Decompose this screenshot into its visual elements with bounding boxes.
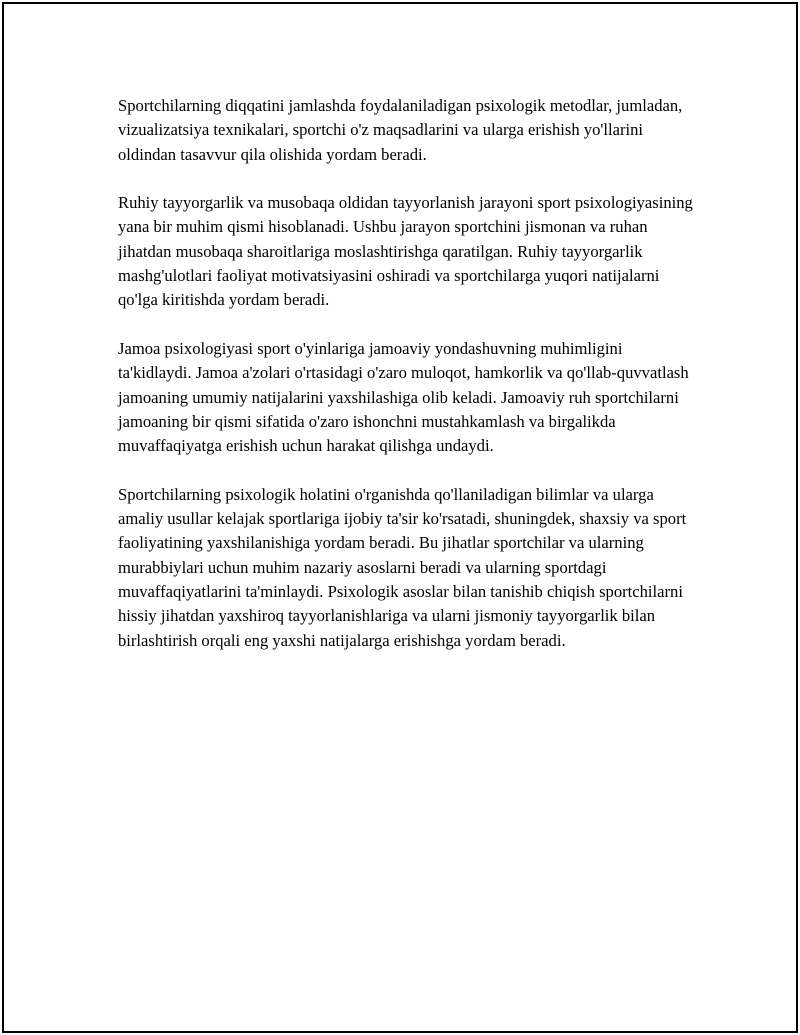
paragraph-4: Sportchilarning psixologik holatini o'rganishda qo'llaniladigan bilimlar va ularga amaliy usullar kelajak sportlariga ijobiy ta'sir ko'rsatadi, shuningdek, shaxsiy va sport faoliyatining yaxshilanishiga yordam beradi. Bu jihatlar sportchilar va ularning murabbiylari uchun muhim nazariy asoslarni beradi va ularning sportdagi muvaffaqiyatlarini ta'minlaydi. Psixologik asoslar bilan tanishib chiqish sportchilarni hissiy jihatdan yaxshiroq tayyorlanishlariga va ularni jismoniy tayyorgarlik bilan birlashtirish orqali eng yaxshi natijalarga erishishga yordam beradi. — [118, 484, 687, 650]
paragraph-1: Sportchilarning diqqatini jamlashda foydalaniladigan psixologik metodlar, jumladan, vizualizatsiya texnikalari, sportchi o'z maqsadlarini va ularga erishish yo'llarini oldindan tasavvur qila olishida yordam beradi. — [118, 96, 683, 164]
document-body — [118, 94, 698, 653]
paragraph-3: Jamoa psixologiyasi sport o'yinlariga jamoaviy yondashuvning muhimligini ta'kidlaydi. Jamoa a'zolari o'rtasidagi o'zaro muloqot, hamkorlik va qo'llab-quvvatlash jamoaning umumiy natijalarini yaxshilashiga olib keladi. Jamoaviy ruh sportchilarni jamoaning bir qismi sifatida o'zaro ishonchni mustahkamlash va birgalikda muvaffaqiyatga erishish uchun harakat qilishga undaydi. — [118, 338, 689, 456]
paragraph-2: Ruhiy tayyorgarlik va musobaqa oldidan tayyorlanish jarayoni sport psixologiyasining yana bir muhim qismi hisoblanadi. Ushbu jarayon sportchini jismonan va ruhan jihatdan musobaqa sharoitlariga moslashtirishga qaratilgan. Ruhiy tayyorgarlik mashg'ulotlari faoliyat motivatsiyasini oshiradi va sportchilarga yuqori natijalarni qo'lga kiritishda yordam beradi. — [118, 193, 693, 310]
